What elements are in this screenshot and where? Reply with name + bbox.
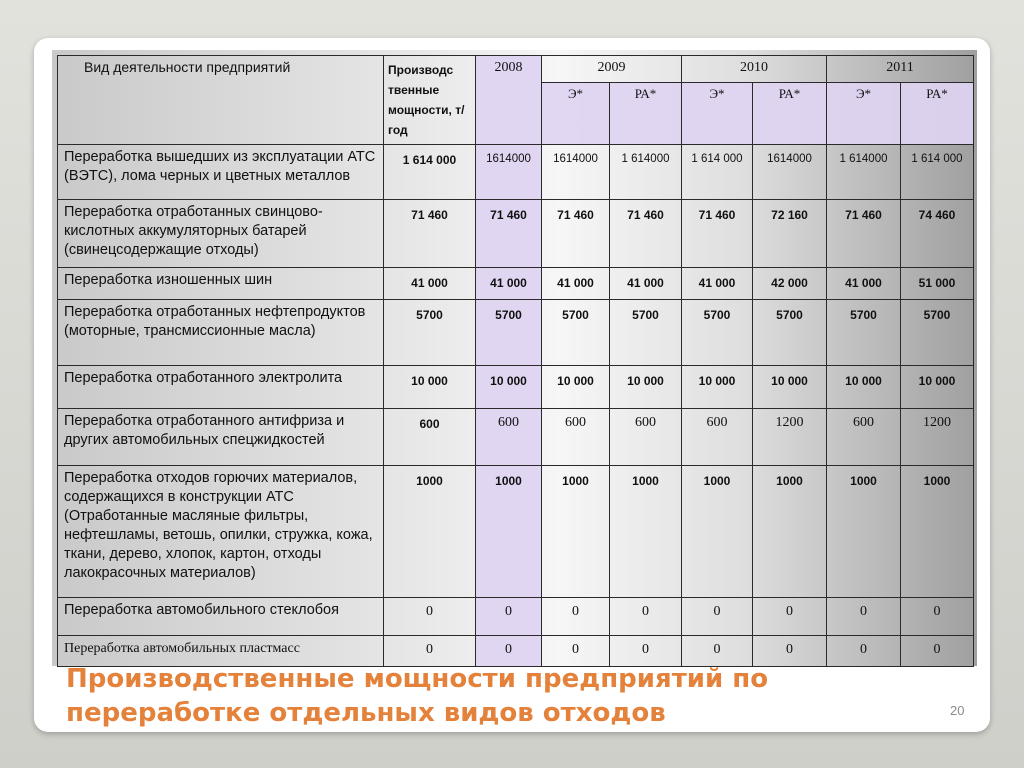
cell-value: 71 460 (610, 200, 682, 268)
cell-value: 1000 (610, 466, 682, 598)
table-row (58, 598, 974, 636)
cell-value: 10 000 (827, 366, 901, 409)
cell-value: 1200 (753, 409, 827, 466)
cell-value: 1 614000 (610, 145, 682, 200)
cell-value: 1 614000 (827, 145, 901, 200)
row-name: Переработка автомобильных пластмасс (58, 636, 384, 667)
cell-value: 0 (384, 636, 476, 667)
table-row (58, 145, 974, 200)
cell-value: 600 (476, 409, 542, 466)
cell-value: 41 000 (384, 268, 476, 300)
row-name: Переработка вышедших из эксплуатации АТС (ВЭТС), лома черных и цветных металлов (58, 145, 384, 200)
cell-value: 71 460 (682, 200, 753, 268)
cell-value: 1000 (827, 466, 901, 598)
table-row (58, 300, 974, 366)
row-name: Переработка отработанных свинцово-кислотных аккумуляторных батарей (свинецсодержащие отходы) (58, 200, 384, 268)
cell-value: 0 (682, 636, 753, 667)
cell-value: 1614000 (753, 145, 827, 200)
cell-value: 5700 (682, 300, 753, 366)
row-name: Переработка изношенных шин (58, 268, 384, 300)
cell-value: 0 (827, 598, 901, 636)
header-sub-ra-2009: РА* (610, 82, 682, 144)
table-row (58, 200, 974, 268)
cell-value: 1200 (901, 409, 974, 466)
header-activity: Вид деятельности предприятий (58, 56, 384, 145)
cell-value: 0 (384, 598, 476, 636)
cell-value: 1000 (753, 466, 827, 598)
cell-value: 1000 (542, 466, 610, 598)
cell-value: 0 (753, 598, 827, 636)
capacity-table (57, 55, 974, 667)
table-row (58, 268, 974, 300)
header-year-2008: 2008 (476, 56, 542, 145)
cell-value: 5700 (753, 300, 827, 366)
cell-value: 5700 (384, 300, 476, 366)
cell-value: 0 (476, 598, 542, 636)
header-sub-e-2009: Э* (542, 82, 610, 144)
cell-value: 10 000 (682, 366, 753, 409)
cell-value: 1000 (682, 466, 753, 598)
cell-value: 5700 (901, 300, 974, 366)
cell-value: 42 000 (753, 268, 827, 300)
cell-value: 0 (610, 598, 682, 636)
cell-value: 0 (901, 598, 974, 636)
cell-value: 0 (610, 636, 682, 667)
cell-value: 600 (542, 409, 610, 466)
header-year-2010: 2010 (682, 56, 827, 83)
cell-value: 1000 (384, 466, 476, 598)
header-sub-e-2010: Э* (682, 82, 753, 144)
cell-value: 10 000 (476, 366, 542, 409)
header-year-2009: 2009 (542, 56, 682, 83)
cell-value: 1 614 000 (384, 145, 476, 200)
slide-title-line-2: переработке отдельных видов отходов (66, 698, 666, 728)
page-number: 20 (950, 703, 965, 718)
header-sub-e-2011: Э* (827, 82, 901, 144)
cell-value: 0 (901, 636, 974, 667)
cell-value: 600 (384, 409, 476, 466)
cell-value: 0 (542, 598, 610, 636)
row-name: Переработка автомобильного стеклобоя (58, 598, 384, 636)
slide-title (66, 662, 926, 730)
cell-value: 71 460 (384, 200, 476, 268)
cell-value: 10 000 (384, 366, 476, 409)
cell-value: 10 000 (542, 366, 610, 409)
header-sub-ra-2011: РА* (901, 82, 974, 144)
cell-value: 5700 (542, 300, 610, 366)
cell-value: 41 000 (542, 268, 610, 300)
cell-value: 1000 (901, 466, 974, 598)
cell-value: 74 460 (901, 200, 974, 268)
header-year-2011: 2011 (827, 56, 974, 83)
cell-value: 0 (682, 598, 753, 636)
cell-value: 10 000 (753, 366, 827, 409)
cell-value: 0 (542, 636, 610, 667)
table-row (58, 466, 974, 598)
cell-value: 41 000 (610, 268, 682, 300)
row-name: Переработка отработанных нефтепродуктов (моторные, трансмиссионные масла) (58, 300, 384, 366)
row-name: Переработка отработанного антифриза и других автомобильных спецжидкостей (58, 409, 384, 466)
slide-title-line-1: Производственные мощности предприятий по (66, 664, 769, 694)
table-row (58, 366, 974, 409)
cell-value: 41 000 (476, 268, 542, 300)
table-row (58, 409, 974, 466)
cell-value: 71 460 (542, 200, 610, 268)
cell-value: 71 460 (827, 200, 901, 268)
cell-value: 5700 (827, 300, 901, 366)
cell-value: 1614000 (542, 145, 610, 200)
cell-value: 51 000 (901, 268, 974, 300)
cell-value: 10 000 (901, 366, 974, 409)
cell-value: 71 460 (476, 200, 542, 268)
cell-value: 600 (610, 409, 682, 466)
cell-value: 5700 (476, 300, 542, 366)
header-capacity: Производс твенные мощности, т/год (384, 56, 476, 145)
header-sub-ra-2010: РА* (753, 82, 827, 144)
cell-value: 10 000 (610, 366, 682, 409)
cell-value: 5700 (610, 300, 682, 366)
cell-value: 1614000 (476, 145, 542, 200)
cell-value: 0 (753, 636, 827, 667)
cell-value: 1000 (476, 466, 542, 598)
cell-value: 1 614 000 (682, 145, 753, 200)
cell-value: 1 614 000 (901, 145, 974, 200)
row-name: Переработка отходов горючих материалов, содержащихся в конструкции АТС (Отработанные масляные фильтры, нефтешламы, ветошь, опилки, стружка, кожа, ткани, дерево, хлопок, картон, отходы лакокрасочных материалов) (58, 466, 384, 598)
cell-value: 0 (827, 636, 901, 667)
cell-value: 72 160 (753, 200, 827, 268)
cell-value: 41 000 (827, 268, 901, 300)
row-name: Переработка отработанного электролита (58, 366, 384, 409)
cell-value: 41 000 (682, 268, 753, 300)
table-container (52, 50, 977, 666)
cell-value: 0 (476, 636, 542, 667)
cell-value: 600 (827, 409, 901, 466)
cell-value: 600 (682, 409, 753, 466)
